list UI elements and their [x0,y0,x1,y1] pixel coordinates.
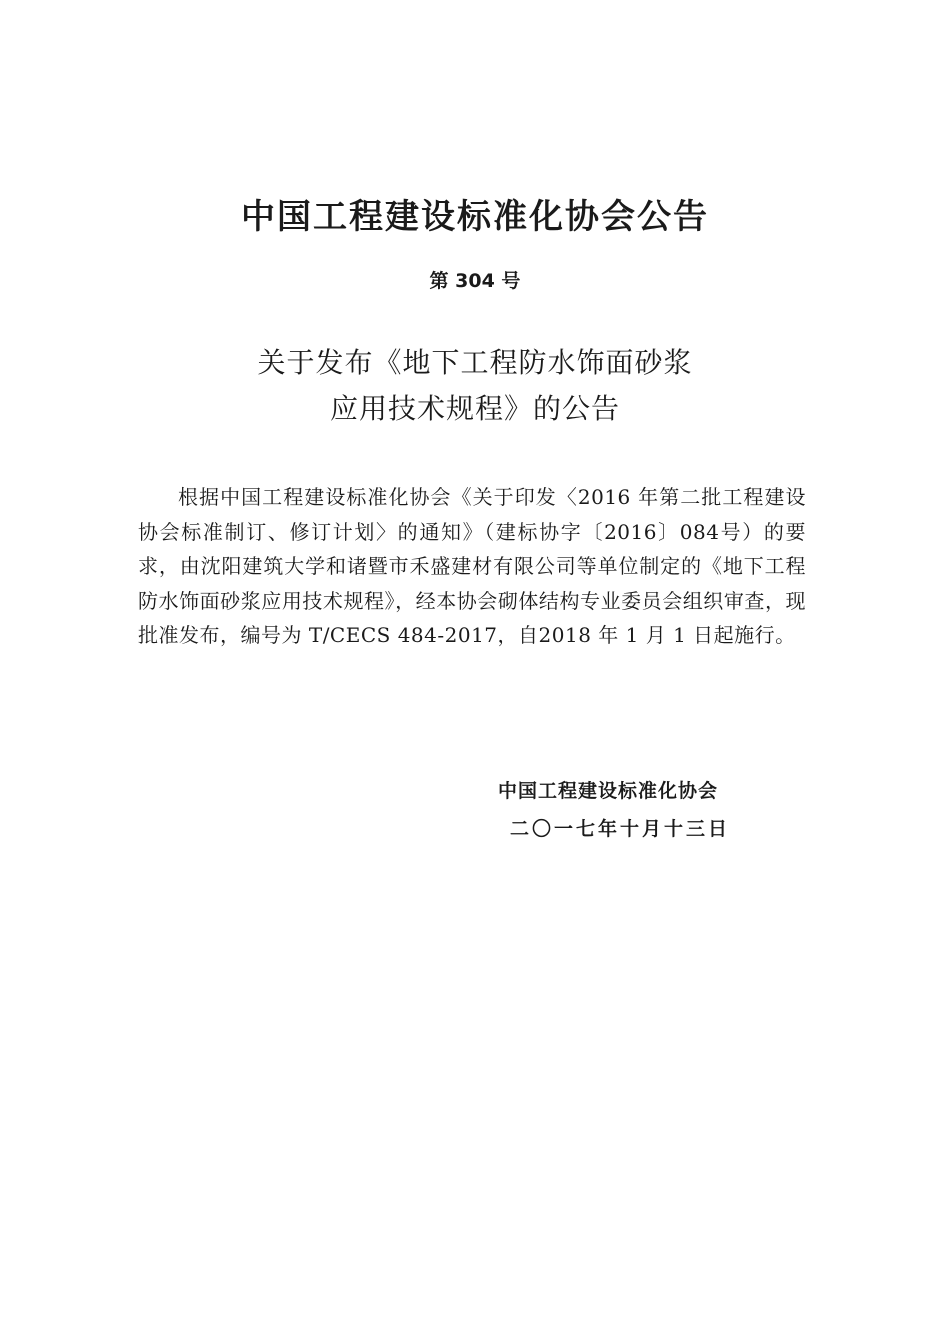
announcement-title: 中国工程建设标准化协会公告 [241,197,709,237]
announcement-number: 第 304 号 [429,270,521,292]
announcement-subtitle [0,340,950,432]
subtitle-line-2: 应用技术规程》的公告 [329,392,620,425]
issue-date: 二〇一七年十月十三日 [510,818,731,840]
issuer-name: 中国工程建设标准化协会 [498,780,719,802]
subtitle-line-1: 关于发布《地下工程防水饰面砂浆 [257,346,693,379]
signature-block [498,772,730,848]
announcement-body: 根据中国工程建设标准化协会《关于印发〈2016 年第二批工程建设协会标准制订、修订计划〉的通知》（建标协字〔2016〕084号）的要求，由沈阳建筑大学和诸暨市禾盛建材有限公司等单位制定的《地下工程防水饰面砂浆应用技术规程》，经本协会砌体结构专业委员会组织审查，现批准发布，编号为 T/CECS 484-2017，自2018 年 1 月 1 日起施行。 [138,485,806,647]
